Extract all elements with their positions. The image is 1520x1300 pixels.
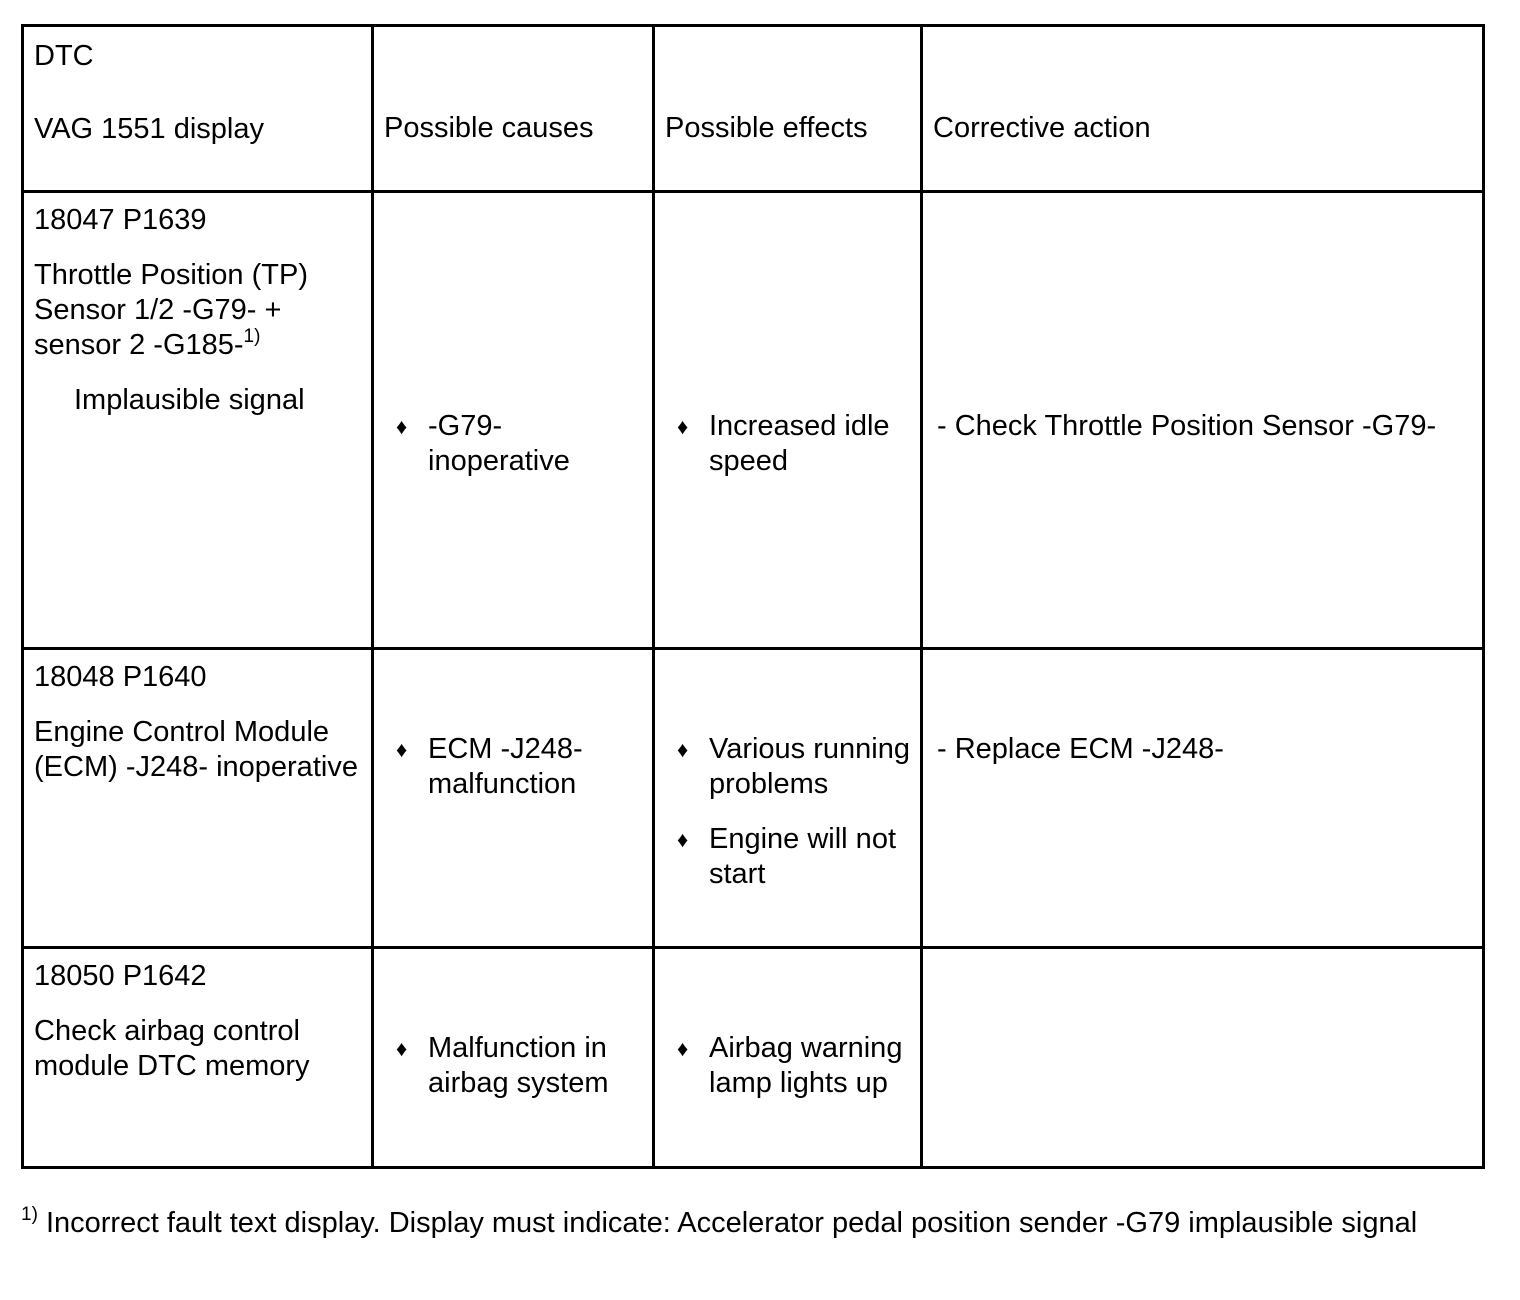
effects-cell — [654, 649, 922, 948]
list-item: ♦ ECM -J248- malfunction — [396, 733, 583, 800]
dtc-table — [21, 24, 1485, 1169]
header-action: Corrective action — [922, 26, 1484, 192]
effects-cell — [654, 192, 922, 649]
dtc-description: Throttle Position (TP) Sensor 1/2 -G79- + sensor 2 -G185-$^{1)}$ — [34, 259, 308, 361]
footnote-ref: 1) — [243, 326, 261, 347]
dtc-description: Check airbag control module DTC memory — [34, 1015, 310, 1082]
causes-cell — [373, 948, 654, 1168]
dtc-code: 18048 P1640 — [34, 661, 207, 693]
diamond-bullet-icon: ♦ — [396, 414, 408, 439]
action-cell: - Replace ECM -J248- — [922, 649, 1484, 948]
list-item: ♦ Airbag warning lamp lights up — [677, 1032, 903, 1099]
table-row — [23, 649, 1484, 948]
effects-cell — [654, 948, 922, 1168]
dtc-description: Engine Control Module (ECM) -J248- inoperative — [34, 716, 358, 783]
dtc-cell — [23, 192, 373, 649]
list-item: ♦ Various running problems — [677, 733, 910, 800]
footnote-marker: 1) — [21, 1204, 38, 1225]
dtc-cell — [23, 948, 373, 1168]
diamond-bullet-icon: ♦ — [396, 1036, 408, 1061]
list-item: ♦ Engine will not start — [677, 823, 896, 890]
table-row — [23, 192, 1484, 649]
header-display-label: VAG 1551 display — [34, 113, 264, 145]
header-dtc-label: DTC — [34, 40, 94, 72]
diamond-bullet-icon: ♦ — [677, 827, 689, 852]
dtc-code: 18047 P1639 — [34, 204, 207, 236]
causes-cell — [373, 649, 654, 948]
list-item: ♦ Malfunction in airbag system — [396, 1032, 609, 1099]
diamond-bullet-icon: ♦ — [396, 737, 408, 762]
causes-cell — [373, 192, 654, 649]
header-effects: Possible effects — [654, 26, 922, 192]
dtc-code: 18050 P1642 — [34, 960, 207, 992]
action-cell — [922, 948, 1484, 1168]
header-dtc — [23, 26, 373, 192]
diamond-bullet-icon: ♦ — [677, 737, 689, 762]
dtc-cell — [23, 649, 373, 948]
diamond-bullet-icon: ♦ — [677, 414, 689, 439]
header-causes: Possible causes — [373, 26, 654, 192]
footnote — [21, 1206, 1461, 1241]
action-cell: - Check Throttle Position Sensor -G79- — [922, 192, 1484, 649]
table-row — [23, 948, 1484, 1168]
table-header-row — [23, 26, 1484, 192]
list-item: ♦ -G79- inoperative — [396, 410, 570, 477]
dtc-subtext: Implausible signal — [74, 384, 305, 416]
diamond-bullet-icon: ♦ — [677, 1036, 689, 1061]
footnote-text: Incorrect fault text display. Display must indicate: Accelerator pedal position sender -G79 implausible signal — [37, 1207, 1418, 1239]
list-item: ♦ Increased idle speed — [677, 410, 890, 477]
